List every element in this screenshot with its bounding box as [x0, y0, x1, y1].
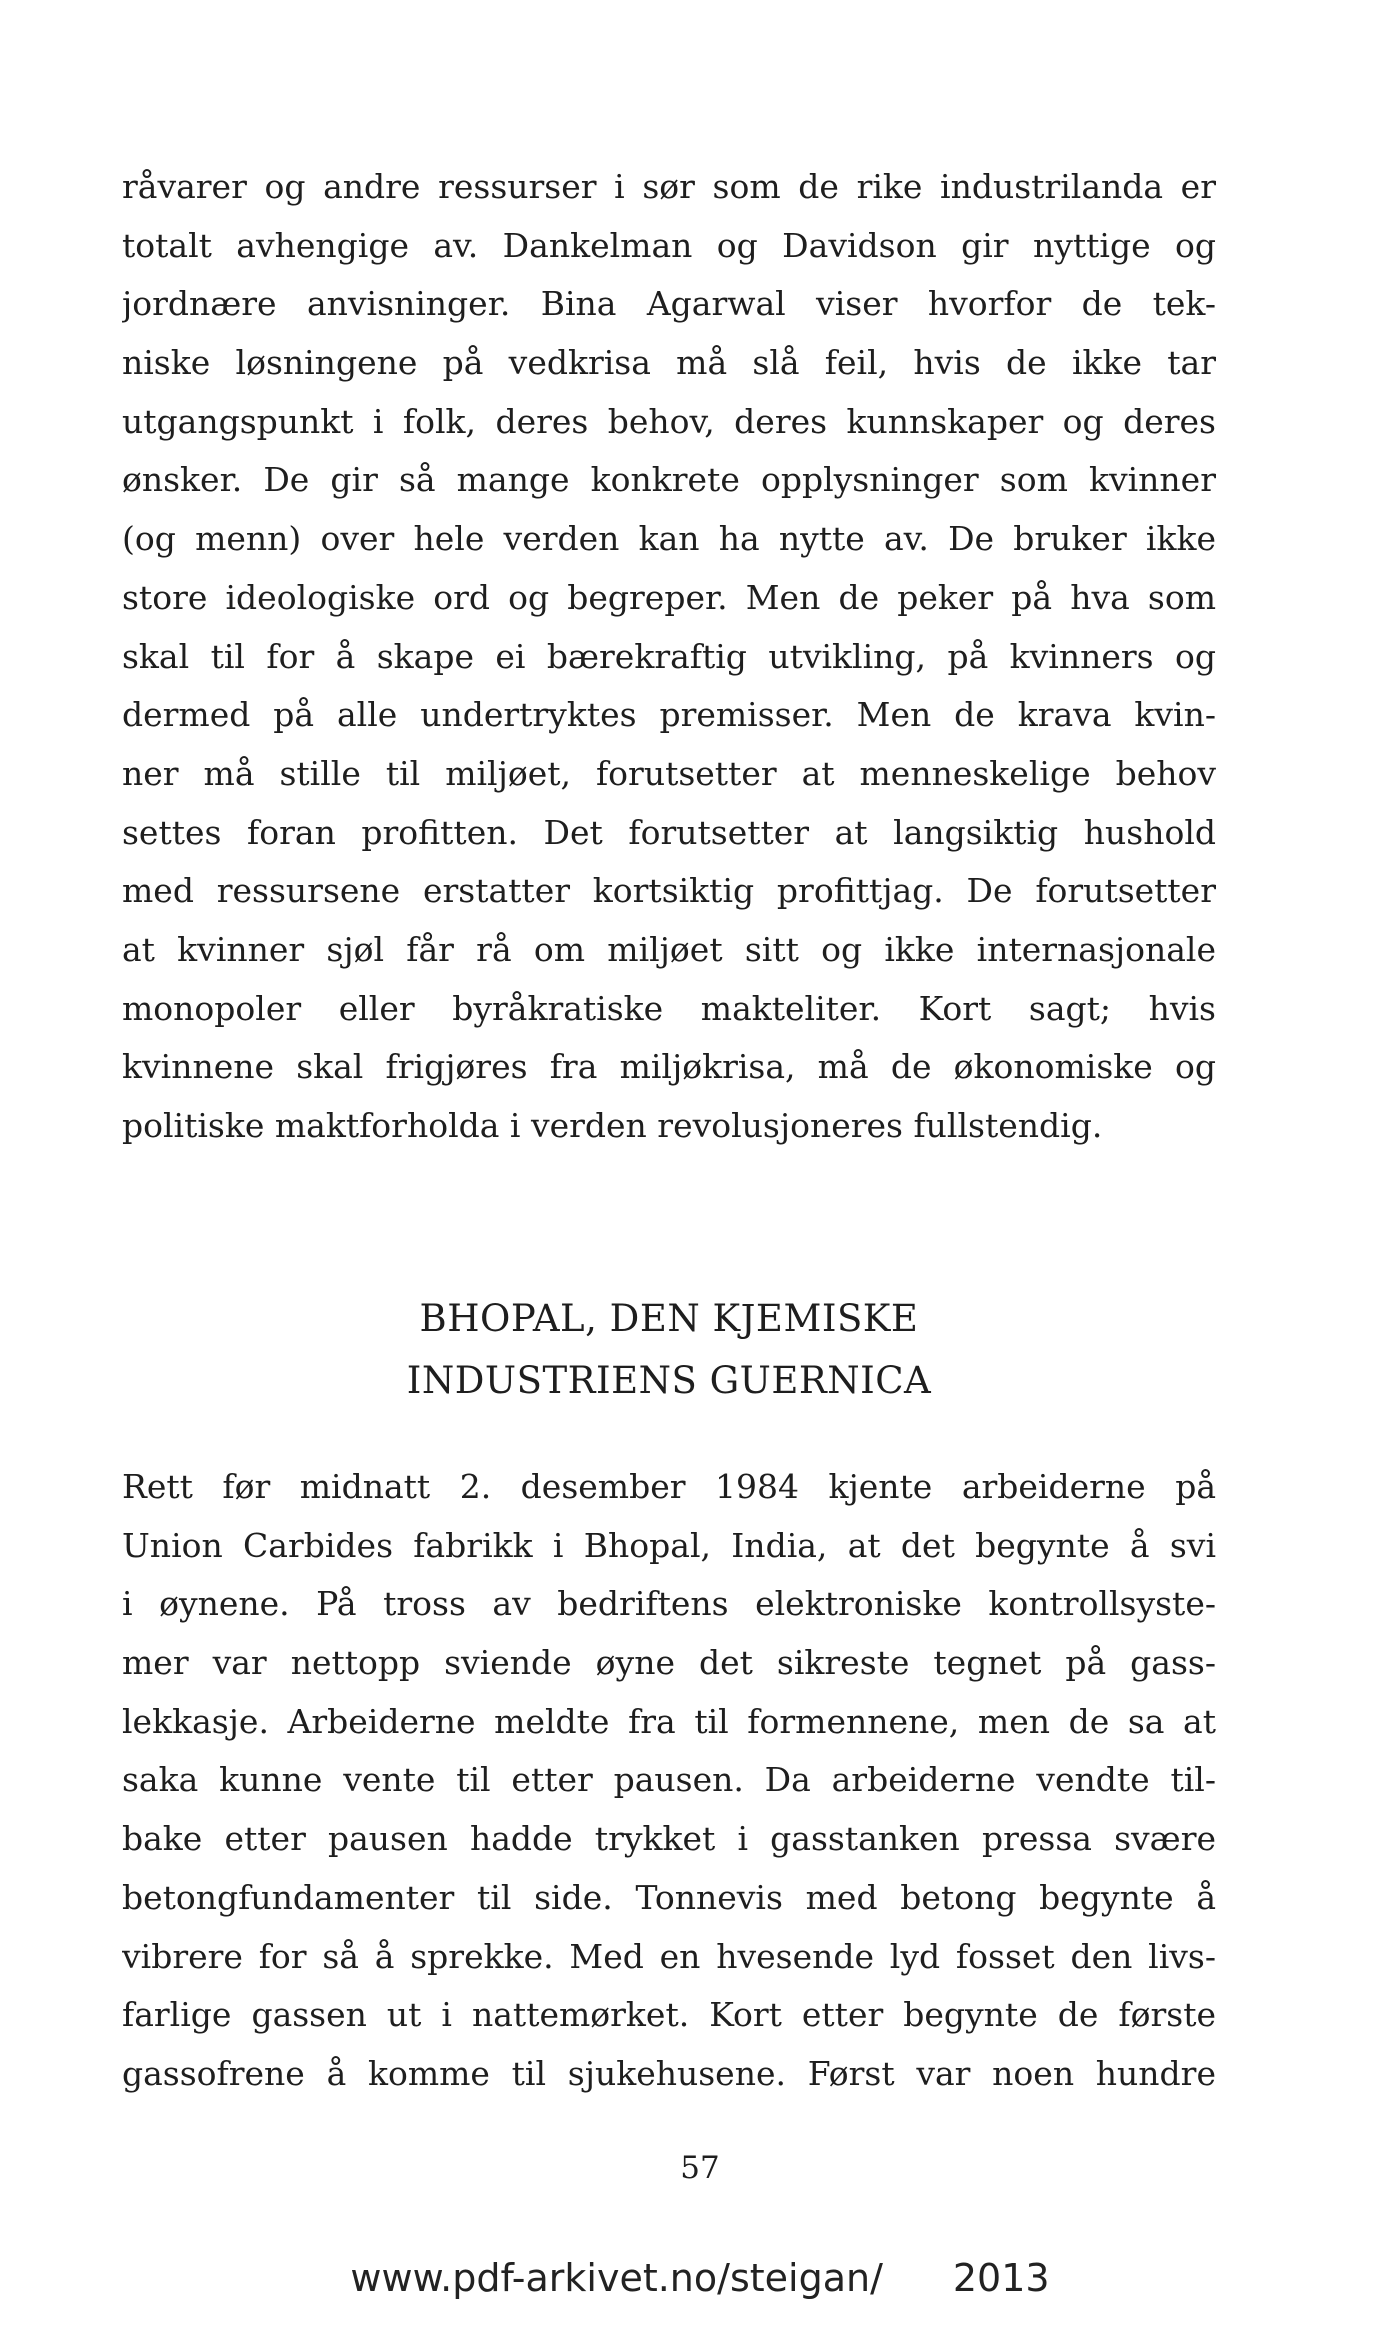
- text-line: mer var nettopp sviende øyne det sikreste tegnet på gass-: [122, 1643, 1216, 1683]
- heading-line-2: INDUSTRIENS GUERNICA: [406, 1359, 932, 1402]
- text-line: i øynene. På tross av bedriftens elektroniske kontrollsyste-: [122, 1584, 1216, 1624]
- text-line: jordnære anvisninger. Bina Agarwal viser hvorfor de tek-: [122, 284, 1216, 324]
- text-line: skal til for å skape ei bærekraftig utvikling, på kvinners og: [122, 636, 1216, 676]
- page-number: 57: [680, 2150, 720, 2186]
- text-line: gassofrene å komme til sjukehusene. Først var noen hundre: [122, 2053, 1216, 2093]
- section-heading: [122, 1288, 1216, 1412]
- text-line: ner må stille til miljøet, forutsetter at menneskelige behov: [122, 753, 1216, 793]
- text-line: saka kunne vente til etter pausen. Da arbeiderne vendte til-: [122, 1760, 1216, 1800]
- text-line: kvinnene skal frigjøres fra miljøkrisa, må de økonomiske og: [122, 1047, 1216, 1087]
- heading-line-1: BHOPAL, DEN KJEMISKE: [419, 1297, 919, 1340]
- text-line: utgangspunkt i folk, deres behov, deres kunnskaper og deres: [122, 401, 1216, 441]
- text-line: råvarer og andre ressurser i sør som de rike industrilanda er: [122, 167, 1216, 206]
- text-line: med ressursene erstatter kortsiktig profittjag. De forutsetter: [122, 871, 1216, 911]
- text-line: (og menn) over hele verden kan ha nytte av. De bruker ikke: [122, 519, 1216, 559]
- text-line: politiske maktforholda i verden revolusjoneres fullstendig.: [122, 1106, 1103, 1145]
- footer-url: www.pdf-arkivet.no/steigan/: [350, 2256, 883, 2300]
- text-line: monopoler eller byråkratiske makteliter. Kort sagt; hvis: [122, 988, 1216, 1028]
- text-line: farlige gassen ut i nattemørket. Kort etter begynte de første: [122, 1995, 1216, 2035]
- text-line: bake etter pausen hadde trykket i gasstanken pressa svære: [122, 1819, 1216, 1859]
- paragraph-intro: [122, 158, 1216, 1156]
- text-line: ønsker. De gir så mange konkrete opplysninger som kvinner: [122, 460, 1216, 500]
- footer: [0, 2256, 1400, 2300]
- text-line: dermed på alle undertryktes premisser. Men de krava kvin-: [122, 695, 1216, 735]
- text-line: totalt avhengige av. Dankelman og Davidson gir nyttige og: [122, 225, 1216, 265]
- paragraph-bhopal: [122, 1458, 1216, 2104]
- footer-year: 2013: [952, 2256, 1050, 2300]
- text-line: settes foran profitten. Det forutsetter at langsiktig hushold: [122, 812, 1216, 852]
- text-line: Rett før midnatt 2. desember 1984 kjente arbeiderne på: [122, 1467, 1216, 1506]
- text-line: betongfundamenter til side. Tonnevis med betong begynte å: [122, 1877, 1216, 1917]
- text-line: vibrere for så å sprekke. Med en hvesende lyd fosset den livs-: [122, 1936, 1216, 1976]
- text-line: niske løsningene på vedkrisa må slå feil, hvis de ikke tar: [122, 343, 1216, 383]
- text-line: Union Carbides fabrikk i Bhopal, India, at det begynte å svi: [122, 1525, 1216, 1565]
- text-line: store ideologiske ord og begreper. Men de peker på hva som: [122, 577, 1216, 617]
- text-line: at kvinner sjøl får rå om miljøet sitt og ikke internasjonale: [122, 929, 1216, 969]
- text-line: lekkasje. Arbeiderne meldte fra til formennene, men de sa at: [122, 1701, 1216, 1741]
